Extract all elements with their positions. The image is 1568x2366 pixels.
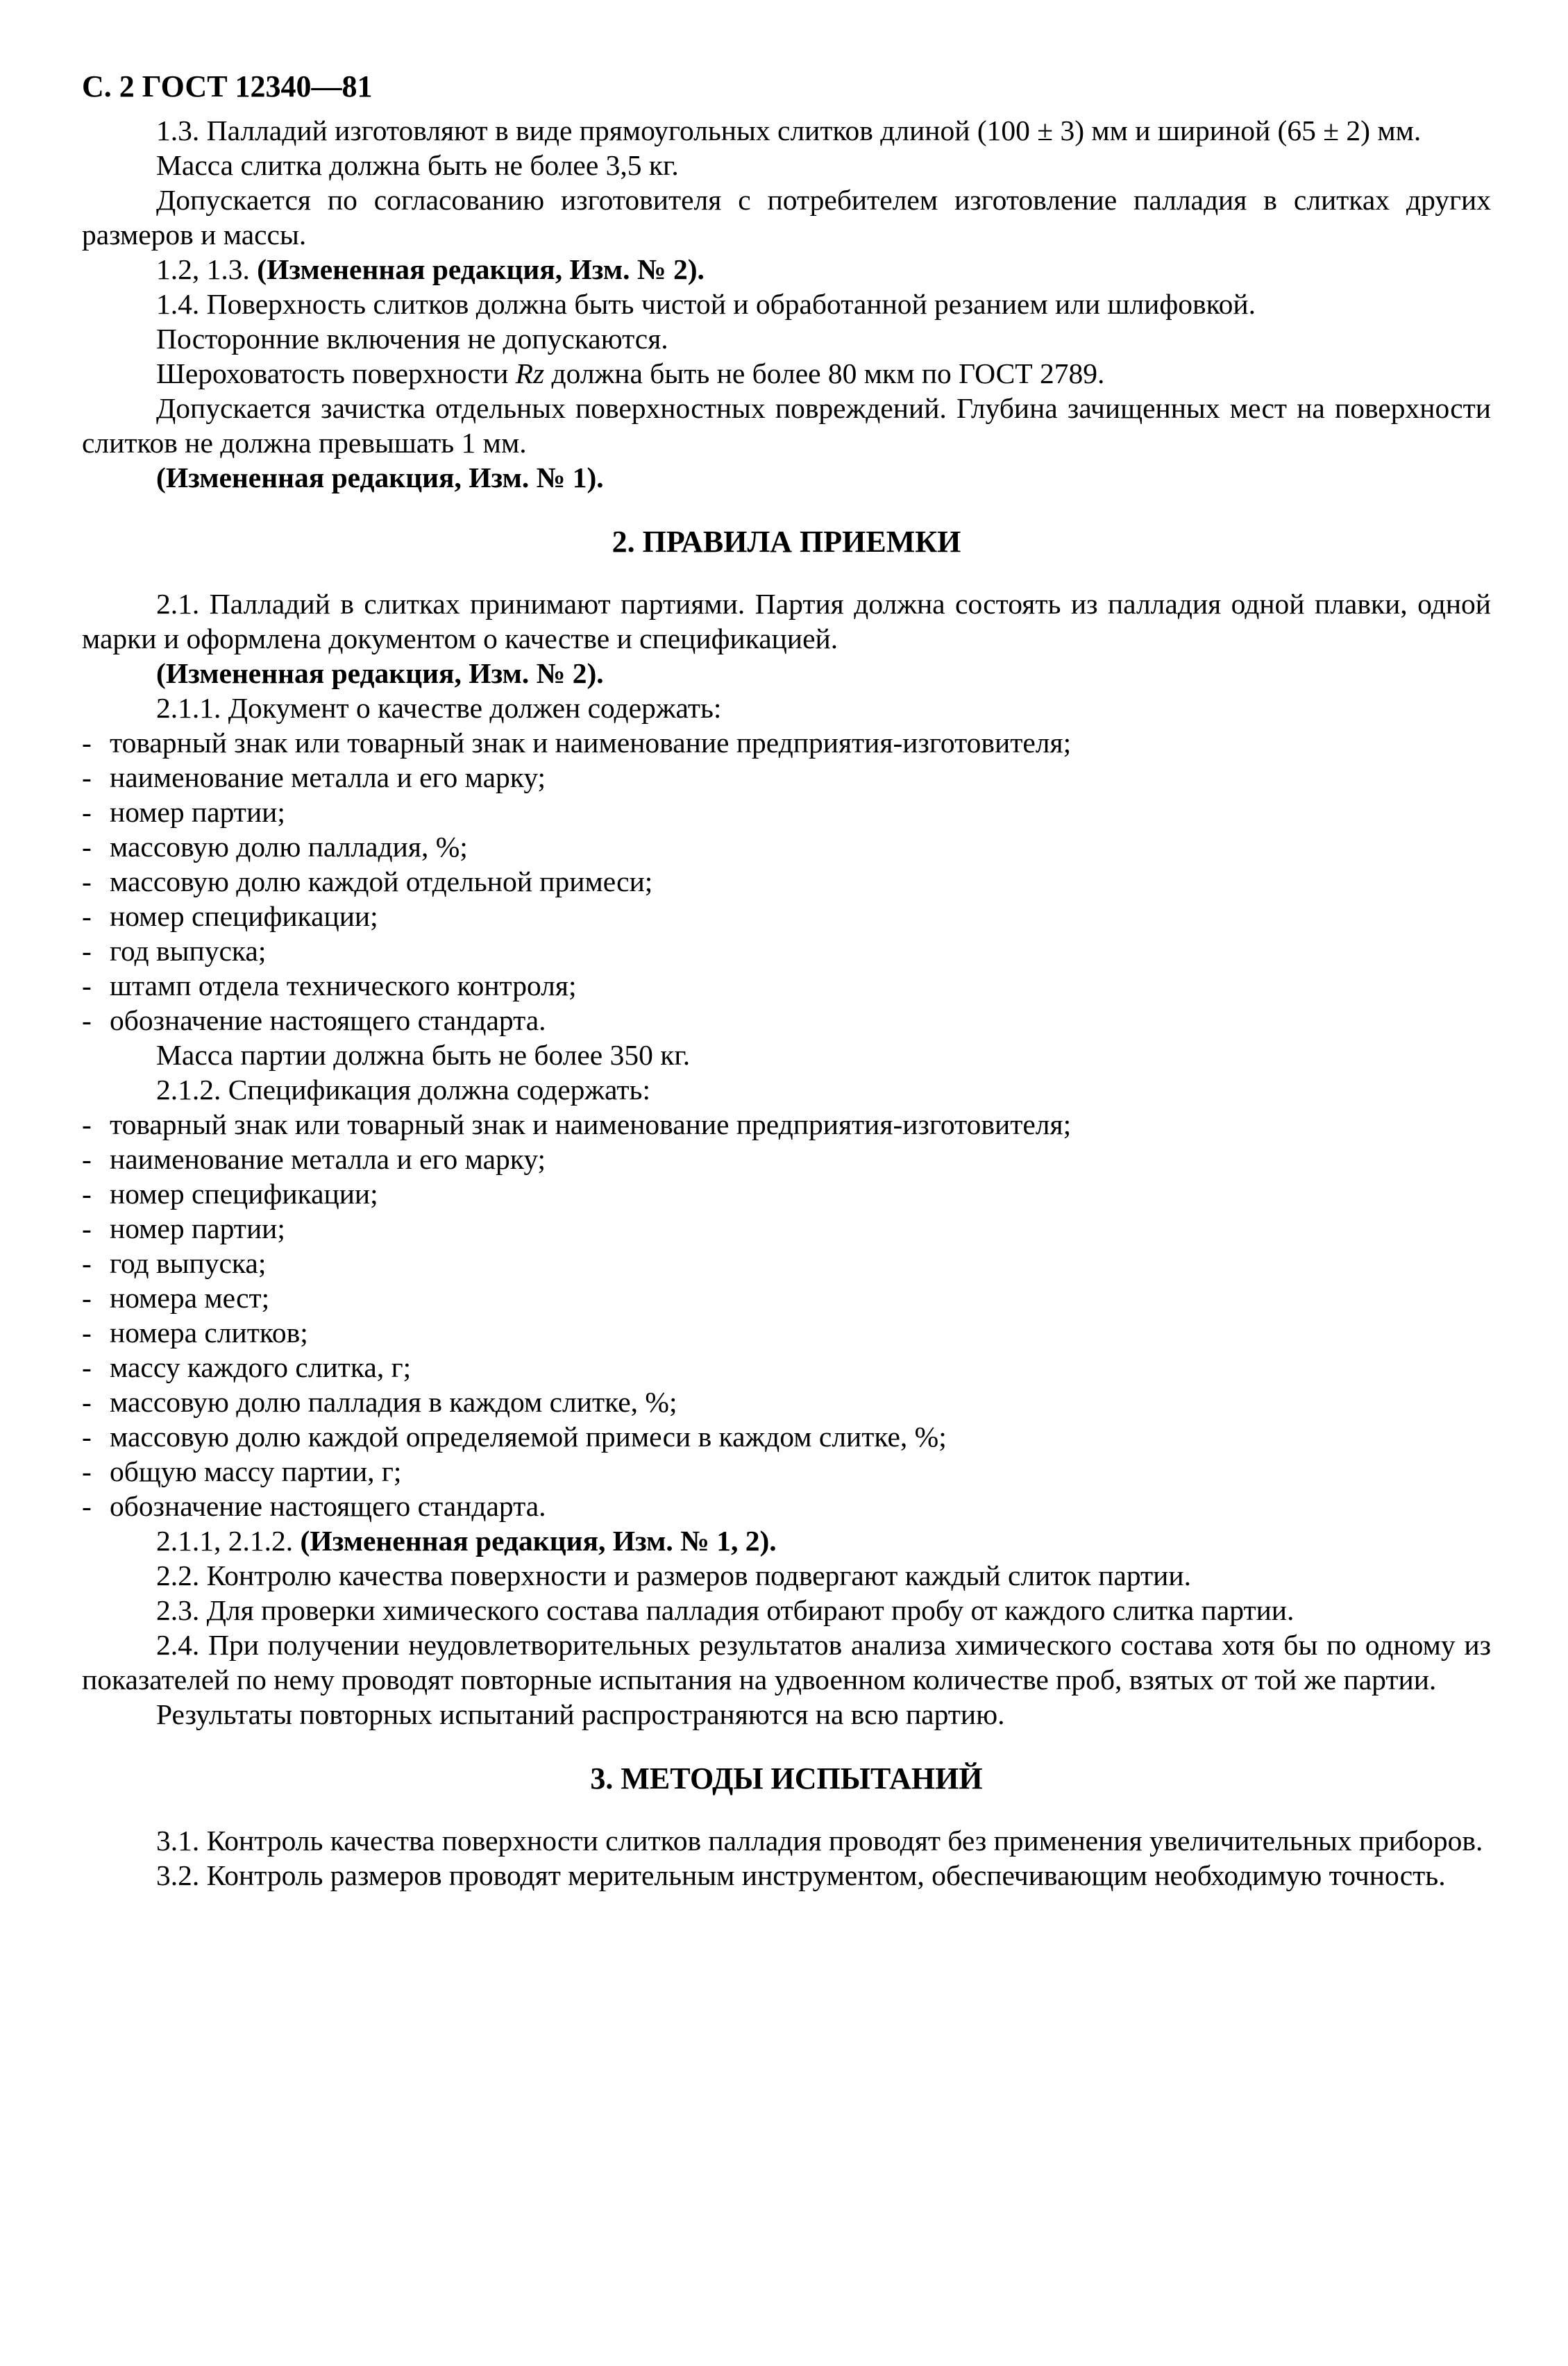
amendment-clause-refs: 2.1.1, 2.1.2. [156, 1525, 294, 1557]
list-item: - номера мест; [82, 1282, 270, 1314]
page-header: С. 2 ГОСТ 12340—81 [82, 69, 373, 103]
clause-1-4-foreign: Посторонние включения не допускаются. [156, 323, 668, 355]
amendment-note: (Измененная редакция, Изм. № 1, 2). [300, 1525, 777, 1557]
section-3-heading: 3. МЕТОДЫ ИСПЫТАНИЙ [590, 1761, 983, 1795]
clause-2-1: 2.1. Палладий в слитках принимают партиями. Партия должна состоять из палладия одной плавки, одной марки и оформлена документом о качестве и спецификацией. [82, 588, 1491, 654]
roughness-text-a: Шероховатость поверхности [156, 357, 509, 389]
amendment-clause-refs: 1.2, 1.3. [156, 253, 250, 285]
specification-list [82, 1107, 1491, 1523]
clause-2-1-1: 2.1.1. Документ о качестве должен содержать: [156, 692, 722, 724]
list-item: - обозначение настоящего стандарта. [82, 1490, 546, 1522]
quality-document-list [82, 725, 1491, 1038]
amendment-note: (Измененная редакция, Изм. № 2). [257, 253, 705, 285]
list-item: - наименование металла и его марку; [82, 761, 546, 793]
list-item: - общую массу партии, г; [82, 1455, 402, 1487]
list-item: - массовую долю палладия, %; [82, 831, 468, 863]
clause-1-4-amendment: (Измененная редакция, Изм. № 1). [156, 462, 604, 493]
list-item: - массовую долю каждой отдельной примеси; [82, 865, 653, 897]
clause-2-4: 2.4. При получении неудовлетворительных результатов анализа химического состава хотя бы по одному из показателей по нему проводят повторные испытания на удвоенном количестве проб, взятых от той же партии. [82, 1629, 1491, 1696]
list-item: - массу каждого слитка, г; [82, 1351, 412, 1383]
clause-2-1-amendment: (Измененная редакция, Изм. № 2). [156, 657, 604, 689]
clause-3-2: 3.2. Контроль размеров проводят мерительным инструментом, обеспечивающим необходимую точность. [156, 1859, 1446, 1891]
roughness-symbol: Rz [515, 357, 545, 389]
clause-2-3: 2.3. Для проверки химического состава палладия отбирают пробу от каждого слитка партии. [156, 1594, 1295, 1626]
list-item: - номер партии; [82, 1212, 285, 1244]
list-item: - год выпуска; [82, 1247, 267, 1279]
clause-1-3-amendment [82, 252, 1491, 287]
clause-1-3-allowance: Допускается по согласованию изготовителя с потребителем изготовление палладия в слитках других размеров и массы. [82, 184, 1491, 251]
clause-1-3: 1.3. Палладий изготовляют в виде прямоугольных слитков длиной (100 ± 3) мм и шириной (65 ± 2) мм. [156, 115, 1422, 146]
batch-mass: Масса партии должна быть не более 350 кг. [156, 1039, 691, 1071]
clause-2-4-result: Результаты повторных испытаний распространяются на всю партию. [156, 1698, 1005, 1730]
clause-1-4-cleaning: Допускается зачистка отдельных поверхностных повреждений. Глубина зачищенных мест на поверхности слитков не должна превышать 1 мм. [82, 392, 1491, 459]
roughness-text-b: должна быть не более 80 мкм по ГОСТ 2789. [551, 357, 1105, 389]
clause-2-1-amendment-2 [82, 1523, 1491, 1558]
list-item: - штамп отдела технического контроля; [82, 970, 577, 1002]
clause-2-2: 2.2. Контролю качества поверхности и размеров подвергают каждый слиток партии. [156, 1560, 1191, 1591]
list-item: - обозначение настоящего стандарта. [82, 1004, 546, 1036]
clause-2-1-2: 2.1.2. Спецификация должна содержать: [156, 1074, 650, 1106]
list-item: - наименование металла и его марку; [82, 1143, 546, 1175]
list-item: - номер спецификации; [82, 1178, 378, 1210]
clause-3-1: 3.1. Контроль качества поверхности слитков палладия проводят без применения увеличительных приборов. [156, 1825, 1483, 1857]
list-item: - номер спецификации; [82, 900, 378, 932]
list-item: - товарный знак или товарный знак и наименование предприятия-изготовителя; [82, 1108, 1072, 1140]
section-2-heading: 2. ПРАВИЛА ПРИЕМКИ [612, 525, 961, 559]
clause-1-4-roughness [82, 356, 1491, 391]
document-page [82, 66, 1491, 1893]
list-item: - массовую долю каждой определяемой примеси в каждом слитке, %; [82, 1421, 947, 1453]
clause-1-4: 1.4. Поверхность слитков должна быть чистой и обработанной резанием или шлифовкой. [156, 288, 1256, 320]
list-item: - номер партии; [82, 796, 285, 828]
list-item: - номера слитков; [82, 1317, 308, 1349]
list-item: - массовую долю палладия в каждом слитке, %; [82, 1386, 677, 1418]
list-item: - товарный знак или товарный знак и наименование предприятия-изготовителя; [82, 727, 1072, 759]
clause-1-3-mass: Масса слитка должна быть не более 3,5 кг. [156, 149, 679, 181]
list-item: - год выпуска; [82, 935, 267, 967]
